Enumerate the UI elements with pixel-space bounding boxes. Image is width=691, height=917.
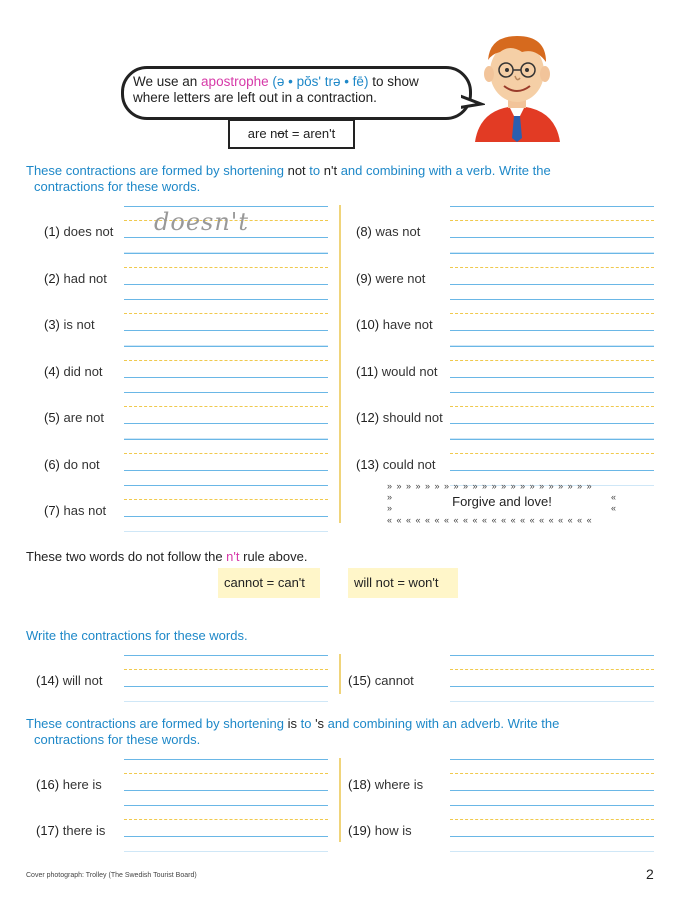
item-word: did not (63, 363, 103, 379)
writing-lines[interactable] (450, 655, 654, 703)
item-number: (8) (356, 224, 372, 239)
page-number: 2 (646, 866, 654, 882)
item-number: (14) (36, 673, 60, 688)
item-number: (15) (348, 673, 372, 688)
item-word: were not (375, 270, 426, 286)
exception-will-not: will not = won't (354, 575, 439, 590)
item-label (356, 224, 420, 239)
item-number: (7) (44, 503, 60, 518)
item-label (348, 823, 412, 838)
writing-lines[interactable] (450, 439, 654, 487)
item-word: there is (62, 823, 106, 838)
item-word: had not (63, 270, 107, 286)
item-word: cannot (374, 673, 414, 688)
item-number: (6) (44, 456, 60, 472)
writing-lines[interactable] (124, 346, 328, 394)
item-number: (19) (348, 823, 372, 838)
writing-lines[interactable] (450, 299, 654, 347)
item-label (44, 271, 107, 286)
item-number: (3) (44, 317, 60, 332)
item-word: was not (375, 224, 421, 239)
item-word: should not (382, 410, 443, 425)
writing-lines[interactable] (124, 759, 328, 807)
item-word: where is (374, 777, 424, 792)
writing-lines[interactable] (124, 206, 328, 254)
item-label (44, 317, 95, 332)
item-word: how is (374, 823, 412, 838)
section1-instruction: These contractions are formed by shortening not to n't and combining with a verb. Write the contractions for these words. (26, 163, 551, 194)
writing-lines[interactable] (124, 805, 328, 853)
item-number: (17) (36, 823, 60, 838)
item-label (356, 364, 437, 379)
exceptions-instruction: These two words do not follow the n't rule above. (26, 549, 308, 564)
item-word: do not (63, 456, 100, 472)
item-label (36, 673, 103, 688)
item-number: (18) (348, 777, 372, 792)
item-number: (10) (356, 317, 380, 332)
item-word: does not (63, 224, 114, 239)
item-label (36, 823, 105, 838)
writing-lines[interactable] (450, 206, 654, 254)
item-word: have not (382, 317, 433, 332)
writing-lines[interactable] (124, 655, 328, 703)
column-divider (339, 205, 341, 523)
item-number: (5) (44, 410, 60, 425)
cartoon-boy-illustration (470, 30, 565, 142)
item-label (44, 410, 104, 425)
section2-divider (339, 654, 341, 694)
item-number: (11) (356, 363, 379, 379)
item-word: could not (382, 456, 436, 472)
item-word: are not (63, 410, 104, 425)
item-label (356, 271, 425, 286)
traced-answer: doesn't (154, 208, 250, 236)
item-number: (1) (44, 224, 60, 239)
writing-lines[interactable] (124, 299, 328, 347)
item-word: is not (63, 317, 95, 332)
writing-lines[interactable] (124, 485, 328, 533)
item-label (348, 673, 414, 688)
writing-lines[interactable] (124, 439, 328, 487)
item-number: (13) (356, 456, 380, 472)
item-number: (2) (44, 270, 60, 286)
example-box: are not = aren't (228, 119, 355, 149)
item-label (44, 457, 100, 472)
item-word: here is (62, 777, 102, 792)
writing-lines[interactable] (124, 392, 328, 440)
item-number: (16) (36, 777, 60, 792)
item-label (356, 317, 433, 332)
item-label (44, 503, 106, 518)
item-label (44, 224, 113, 239)
item-number: (4) (44, 363, 60, 379)
writing-lines[interactable] (450, 346, 654, 394)
item-number: (9) (356, 270, 372, 286)
writing-lines[interactable] (450, 392, 654, 440)
item-label (36, 777, 102, 792)
motto-text: Forgive and love! (452, 494, 552, 509)
item-word: has not (63, 503, 107, 518)
section3-divider (339, 758, 341, 842)
item-label (348, 777, 423, 792)
writing-lines[interactable] (450, 253, 654, 301)
pronunciation: (ə • pŏs' trə • fē) (272, 74, 369, 89)
item-label (356, 457, 436, 472)
section2-instruction: Write the contractions for these words. (26, 628, 248, 643)
motto-frame: » » » » » » » » » » » » » » » » » » » » » » « « « « « « « « « « « « « « « « « « « « « « » » « « Forgive and love! (383, 481, 621, 527)
item-number: (12) (356, 410, 380, 425)
apostrophe-word: apostrophe (201, 74, 269, 89)
item-word: would not (381, 363, 438, 379)
writing-lines[interactable] (450, 805, 654, 853)
footer-credit: Cover photograph: Trolley (The Swedish Tourist Board) (26, 872, 197, 879)
writing-lines[interactable] (124, 253, 328, 301)
section3-instruction: These contractions are formed by shortening is to 's and combining with an adverb. Write the contractions for these words. (26, 716, 560, 747)
item-label (44, 364, 103, 379)
intro-text: We use an apostrophe (ə • pŏs' trə • fē) to show where letters are left out in a contraction. (133, 74, 419, 105)
item-label (356, 410, 443, 425)
exception-cannot: cannot = can't (224, 575, 305, 590)
writing-lines[interactable] (450, 759, 654, 807)
item-word: will not (62, 673, 103, 688)
